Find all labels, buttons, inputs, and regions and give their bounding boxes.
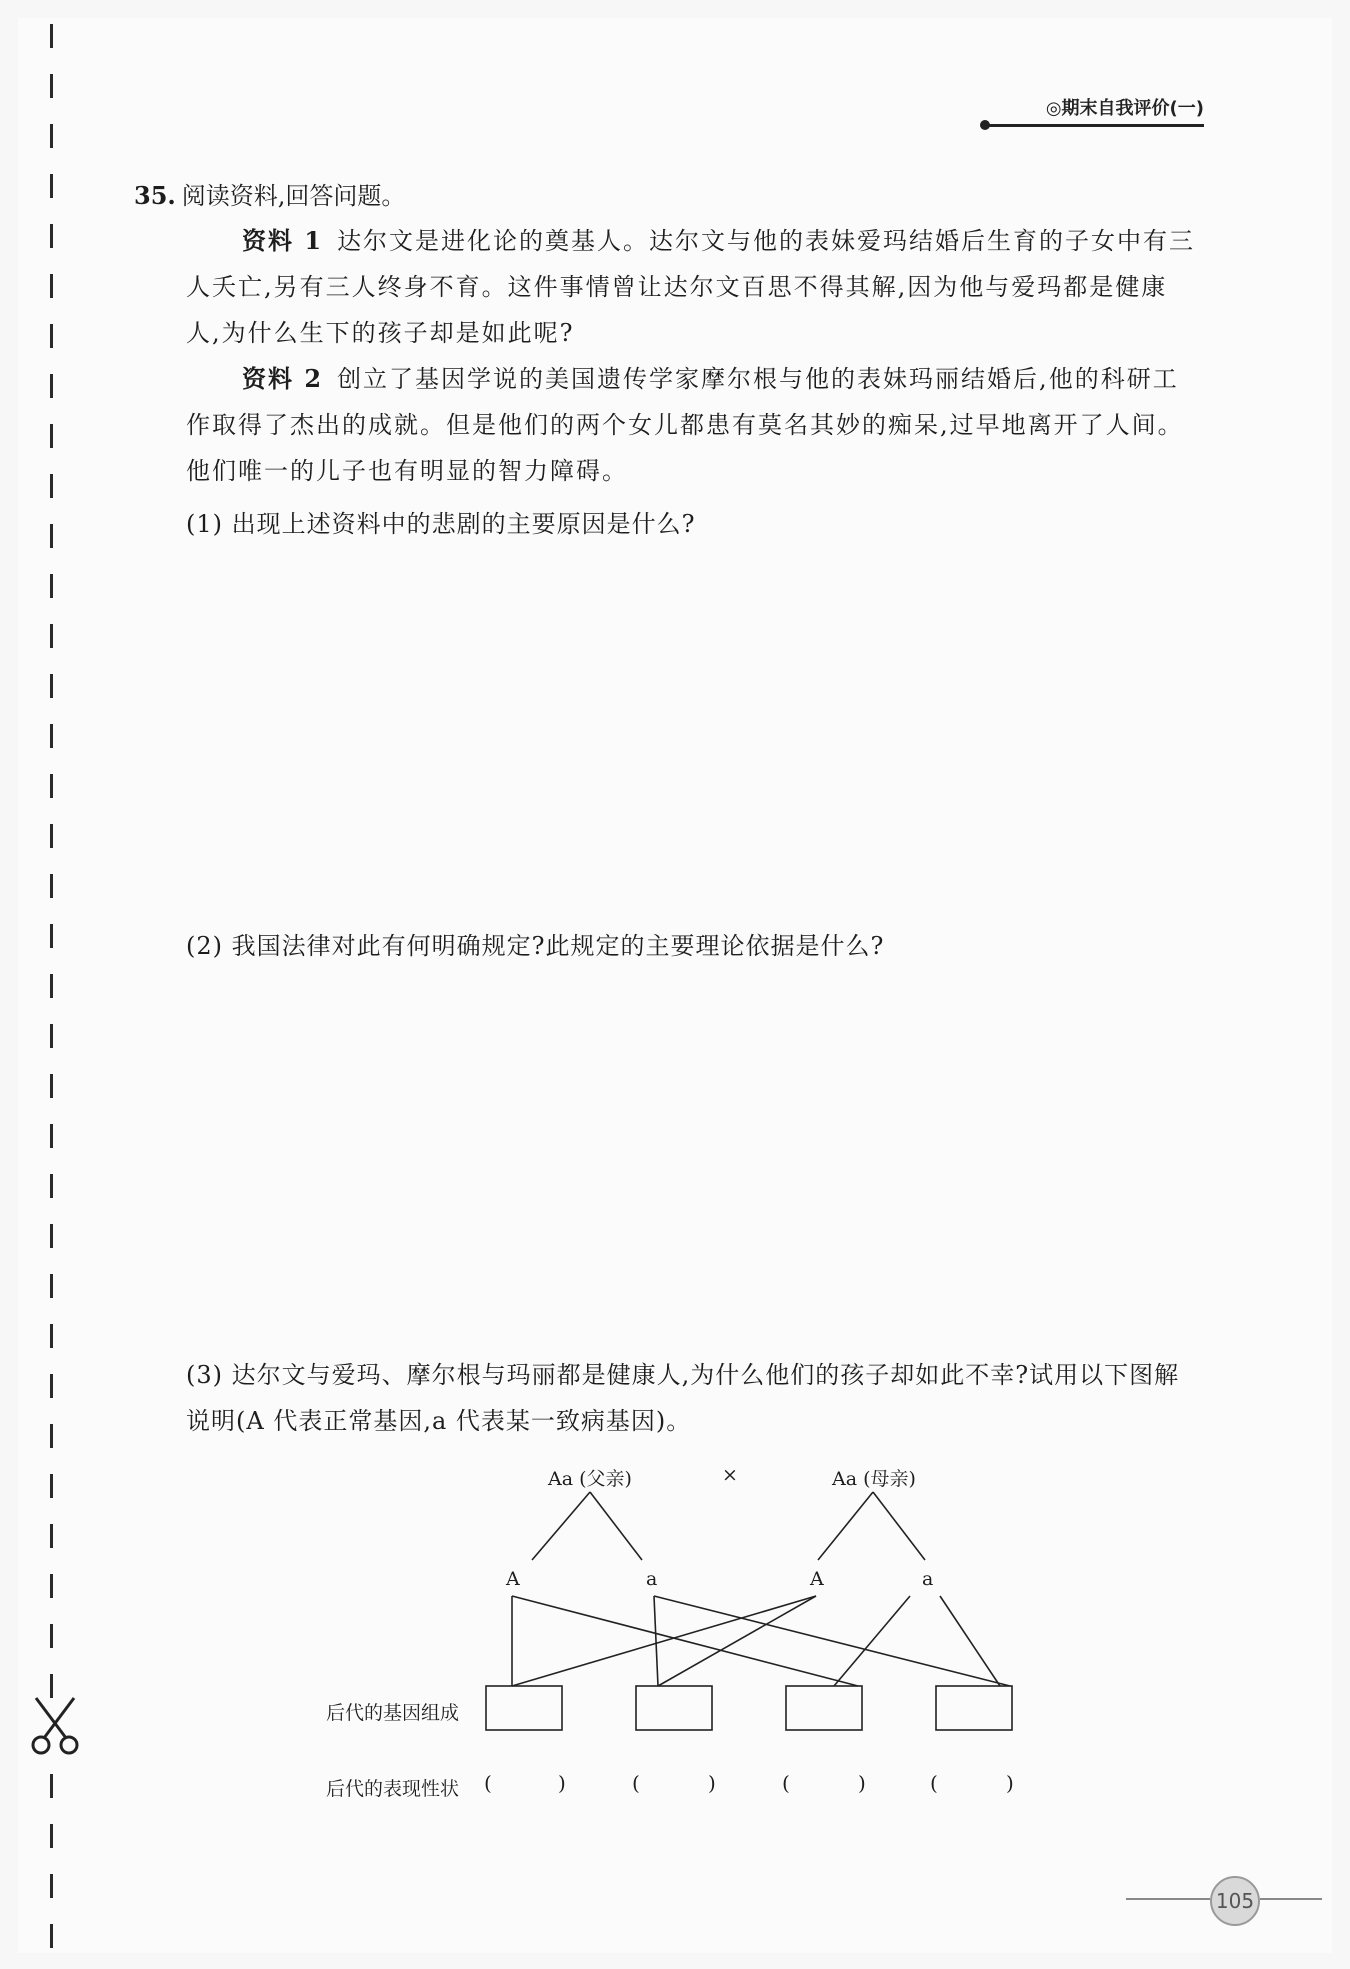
cut-line-dash [50,974,53,998]
cut-line-dash [50,124,53,148]
sub-question-2: (2) 我国法律对此有何明确规定?此规定的主要理论依据是什么? [186,932,885,960]
cut-line-dash [50,1524,53,1548]
cut-line-dash [50,824,53,848]
cut-line-dash [50,424,53,448]
cut-line-dash [50,874,53,898]
page-number-line-left [1126,1898,1210,1900]
offspring-phenotype-label: 后代的表现性状 [326,1778,460,1800]
phenotype-blank-2-close: ) [708,1771,716,1795]
phenotype-blank-1-open: ( [484,1771,492,1795]
scissors-icon [28,1694,82,1756]
cut-line-dash [50,74,53,98]
material-2-label: 资料 2 [242,364,324,393]
cut-line-dash [50,1424,53,1448]
father-genotype: Aa (父亲) [548,1468,632,1490]
cut-line-dash [50,1474,53,1498]
cut-line-dash [50,574,53,598]
material-1-text: 达尔文是进化论的奠基人。达尔文与他的表妹爱玛结婚后生育的子女中有三人夭亡,另有三人终身不育。这件事情曾让达尔文百思不得其解,因为他与爱玛都是健康人,为什么生下的孩子却是如此呢? [186,227,1196,347]
question-title [134,176,405,211]
cut-line-dash [50,724,53,748]
header-rule [986,124,1204,127]
cut-line-dash [50,174,53,198]
cut-line-dash [50,774,53,798]
cut-line-dash [50,1174,53,1198]
gamete-father-A: A [506,1568,520,1590]
cut-line-dash [50,1024,53,1048]
page-number-line-right [1260,1898,1322,1900]
phenotype-blank-4-close: ) [1006,1771,1014,1795]
gamete-father-a: a [646,1568,658,1590]
cut-line-dash [50,924,53,948]
sub-question-1: (1) 出现上述资料中的悲剧的主要原因是什么? [186,510,696,538]
question-number: 35. [134,181,176,210]
cut-line-dash [50,524,53,548]
phenotype-blank-2-open: ( [632,1771,640,1795]
phenotype-blank-3-close: ) [858,1771,866,1795]
cut-line-dash [50,374,53,398]
offspring-genotype-label: 后代的基因组成 [326,1702,460,1724]
phenotype-blank-3-open: ( [782,1771,790,1795]
cut-line-dash [50,1324,53,1348]
cut-line-dash [50,1124,53,1148]
cut-line-dash [50,1224,53,1248]
material-1 [186,218,1202,356]
material-2-text: 创立了基因学说的美国遗传学家摩尔根与他的表妹玛丽结婚后,他的科研工作取得了杰出的成就。但是他们的两个女儿都患有莫名其妙的痴呆,过早地离开了人间。他们唯一的儿子也有明显的智力障碍。 [186,365,1184,485]
cut-line-dash [50,24,53,48]
material-1-label: 资料 1 [242,226,324,255]
section-header: ◎期末自我评价(一) [1045,98,1204,119]
material-2 [186,356,1202,494]
sub-question-3: (3) 达尔文与爱玛、摩尔根与玛丽都是健康人,为什么他们的孩子却如此不幸?试用以下图解说明(A 代表正常基因,a 代表某一致病基因)。 [186,1361,1180,1435]
cut-line-dash [50,224,53,248]
cut-line-dash [50,1374,53,1398]
cut-line-dash [50,1574,53,1598]
cut-line-dash [50,324,53,348]
phenotype-blank-1-close: ) [558,1771,566,1795]
cut-line-dash [50,1924,53,1948]
question-prompt: 阅读资料,回答问题。 [181,182,406,210]
cut-line-dash [50,474,53,498]
cut-line [50,24,54,1944]
gamete-mother-A: A [810,1568,824,1590]
page-number: 105 [1210,1876,1260,1926]
cut-line-dash [50,1774,53,1798]
cut-line-dash [50,674,53,698]
mother-genotype: Aa (母亲) [832,1468,916,1490]
cut-line-dash [50,1824,53,1848]
cut-line-dash [50,1274,53,1298]
cut-line-dash [50,1624,53,1648]
cut-line-dash [50,624,53,648]
cut-line-dash [50,274,53,298]
cut-line-dash [50,1874,53,1898]
cut-line-dash [50,1074,53,1098]
cross-symbol: × [722,1464,738,1486]
phenotype-blank-4-open: ( [930,1771,938,1795]
gamete-mother-a: a [922,1568,934,1590]
